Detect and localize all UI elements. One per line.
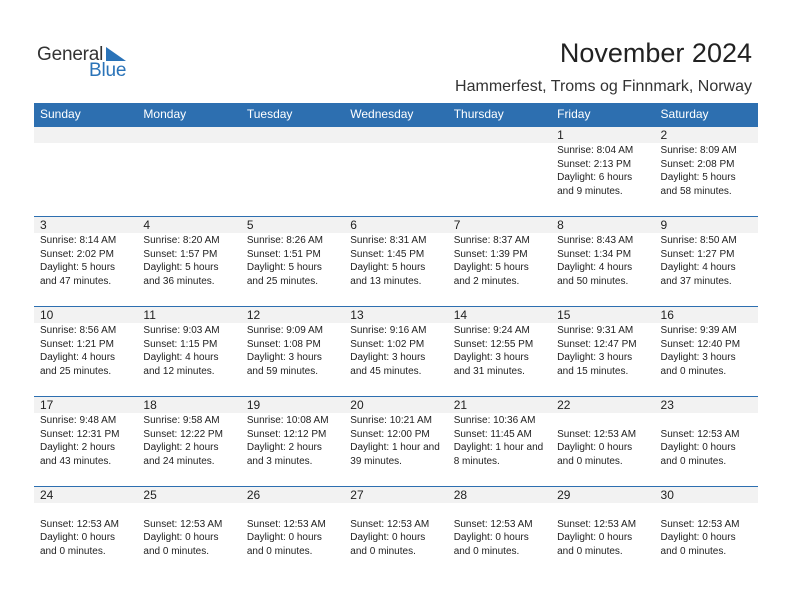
day-info-line: and 0 minutes.	[660, 365, 727, 377]
day-number: 10	[34, 307, 137, 323]
day-info-line: and 0 minutes.	[40, 545, 106, 557]
day-number: 22	[551, 397, 654, 413]
weekday-header-0: Sunday	[40, 107, 81, 121]
day-info-line: Daylight: 3 hours	[557, 352, 633, 363]
day-info-line: 8 minutes.	[453, 455, 500, 467]
day-info-line: Daylight: 5 hours	[246, 262, 322, 273]
day-cell	[344, 307, 447, 396]
day-info-line: Sunset: 1:21 PM	[40, 338, 114, 350]
day-number: 17	[34, 397, 137, 413]
day-info-line: Daylight: 4 hours	[660, 262, 736, 273]
day-info-line: and 13 minutes.	[350, 275, 422, 287]
day-info-line: Sunrise: 8:31 AM	[350, 235, 427, 246]
day-number: 2	[655, 127, 758, 143]
day-info-line: and 25 minutes.	[40, 365, 112, 377]
day-info-line: Daylight: 0 hours	[660, 442, 736, 453]
day-info-line: and 3 minutes.	[246, 455, 313, 467]
day-info-line: Sunrise: 9:48 AM	[40, 415, 117, 426]
day-info-line: Daylight: 0 hours	[660, 532, 736, 543]
day-cell	[551, 397, 654, 486]
day-cell	[551, 307, 654, 396]
day-info-line: Sunset: 12:53 AM	[246, 518, 326, 530]
day-info-line: Daylight: 0 hours	[557, 532, 633, 543]
day-info-line: Sunrise: 8:14 AM	[40, 235, 117, 246]
day-number: 1	[551, 127, 654, 143]
day-cell	[137, 127, 240, 216]
day-number: 15	[551, 307, 654, 323]
day-info-line: Daylight: 0 hours	[557, 442, 633, 453]
day-cell	[137, 397, 240, 486]
day-info-line: Sunset: 12:53 AM	[660, 518, 740, 530]
day-info-line: Sunrise: 9:16 AM	[350, 325, 427, 336]
page-title: November 2024	[559, 38, 752, 68]
day-info-line: Daylight: 3 hours	[350, 352, 426, 363]
day-cell	[448, 127, 551, 216]
day-info-line: Sunset: 12:31 PM	[40, 428, 120, 440]
day-info-line: Daylight: 3 hours	[453, 352, 529, 363]
day-info	[344, 233, 447, 288]
day-info	[344, 323, 447, 378]
day-info-line: and 36 minutes.	[143, 275, 215, 287]
day-cell	[448, 487, 551, 576]
day-info-line: Daylight: 0 hours	[40, 532, 116, 543]
day-number: 25	[137, 487, 240, 503]
weekday-header-2: Tuesday	[246, 107, 293, 121]
day-info-line: Sunrise: 9:31 AM	[557, 325, 634, 336]
day-info-line: Sunrise: 8:56 AM	[40, 325, 117, 336]
day-info-line: and 31 minutes.	[453, 365, 525, 377]
day-info-line: Sunrise: 9:03 AM	[143, 325, 220, 336]
day-info	[344, 503, 447, 558]
day-info-line: and 24 minutes.	[143, 455, 215, 467]
day-info	[241, 143, 344, 144]
day-info-line	[557, 504, 654, 518]
weekday-header-3: Wednesday	[350, 107, 414, 121]
day-info-line: Sunset: 2:13 PM	[557, 158, 632, 170]
weekday-header-6: Saturday	[660, 107, 709, 121]
day-number: 29	[551, 487, 654, 503]
day-number: 16	[655, 307, 758, 323]
day-info	[137, 413, 240, 468]
day-cell	[655, 487, 758, 576]
day-number: 20	[344, 397, 447, 413]
day-info-line: Sunset: 1:45 PM	[350, 248, 425, 260]
day-info	[655, 503, 758, 558]
day-info-line	[143, 504, 240, 518]
day-cell	[344, 217, 447, 306]
day-number: 13	[344, 307, 447, 323]
day-info-line: Sunset: 11:45 AM	[453, 428, 532, 440]
day-info-line: Daylight: 4 hours	[40, 352, 116, 363]
day-info-line: Sunrise: 9:09 AM	[246, 325, 323, 336]
day-info-line: Sunset: 12:53 AM	[557, 518, 637, 530]
day-cell	[448, 217, 551, 306]
logo	[37, 44, 137, 80]
day-info	[655, 143, 758, 198]
day-info-line: Daylight: 5 hours	[660, 172, 736, 183]
day-info	[137, 503, 240, 558]
day-info-line: Daylight: 4 hours	[557, 262, 633, 273]
day-info	[655, 323, 758, 378]
day-info-line: and 0 minutes.	[246, 545, 313, 557]
weekday-header-5: Friday	[557, 107, 591, 121]
day-cell	[344, 127, 447, 216]
day-info-line: Sunset: 12:22 PM	[143, 428, 223, 440]
day-number: 23	[655, 397, 758, 413]
day-info	[34, 503, 137, 558]
day-number: 26	[241, 487, 344, 503]
day-info-line: Sunset: 1:02 PM	[350, 338, 425, 350]
day-info-line: and 37 minutes.	[660, 275, 732, 287]
day-info	[137, 323, 240, 378]
day-info-line: Sunset: 12:55 PM	[453, 338, 534, 350]
day-info-line: Sunrise: 8:26 AM	[246, 235, 323, 246]
location-subtitle: Hammerfest, Troms og Finnmark, Norway	[455, 78, 752, 95]
day-info-line: Sunrise: 10:21 AM	[350, 415, 432, 426]
day-info-line: and 0 minutes.	[557, 455, 623, 467]
day-info-line: Sunset: 1:34 PM	[557, 248, 632, 260]
day-info-line: and 59 minutes.	[246, 365, 319, 377]
day-cell	[34, 127, 137, 216]
day-info-line: and 58 minutes.	[660, 185, 732, 197]
day-number	[344, 127, 447, 143]
day-info	[344, 143, 447, 144]
day-info-line: Sunset: 12:53 AM	[350, 518, 430, 530]
day-info-line: and 43 minutes.	[40, 455, 112, 467]
day-number: 14	[448, 307, 551, 323]
day-number: 27	[344, 487, 447, 503]
day-info-line: Sunrise: 8:43 AM	[557, 235, 634, 246]
day-info	[137, 233, 240, 288]
day-info-line: Daylight: 2 hours	[246, 442, 322, 453]
day-info-line: Sunrise: 8:50 AM	[660, 235, 737, 246]
logo-text-blue: Blue	[89, 60, 127, 81]
day-info-line	[661, 504, 758, 518]
day-info-line: Daylight: 3 hours	[660, 352, 736, 363]
day-info	[34, 323, 137, 378]
day-info-line: Sunset: 12:53 AM	[660, 428, 740, 440]
day-info-line: Sunset: 12:53 AM	[143, 518, 223, 530]
day-info-line: Sunset: 1:15 PM	[143, 338, 218, 350]
day-info	[34, 413, 137, 468]
day-number	[241, 127, 344, 143]
day-cell	[34, 487, 137, 576]
day-info-line: Sunset: 1:39 PM	[453, 248, 528, 260]
week-row	[34, 306, 758, 396]
day-info-line: and 0 minutes.	[660, 545, 727, 557]
day-info-line: Sunrise: 8:37 AM	[453, 235, 530, 246]
day-info	[34, 233, 137, 288]
day-cell	[344, 487, 447, 576]
day-info-line: and 0 minutes.	[143, 545, 210, 557]
day-number: 30	[655, 487, 758, 503]
day-info	[448, 233, 551, 288]
day-cell	[34, 217, 137, 306]
week-row	[34, 126, 758, 216]
day-info-line: Daylight: 4 hours	[143, 352, 219, 363]
day-cell	[137, 307, 240, 396]
day-number: 19	[241, 397, 344, 413]
day-cell	[241, 217, 344, 306]
day-cell	[655, 217, 758, 306]
logo-text-general: General	[37, 44, 104, 65]
day-info-line: Sunrise: 9:58 AM	[143, 415, 220, 426]
day-number: 24	[34, 487, 137, 503]
day-number: 7	[448, 217, 551, 233]
day-info	[448, 503, 551, 558]
logo-triangle-icon	[106, 47, 126, 61]
day-info-line: Sunset: 12:53 AM	[40, 518, 119, 530]
day-info-line: Sunrise: 10:36 AM	[453, 415, 536, 426]
day-cell	[137, 217, 240, 306]
day-info-line: and 0 minutes.	[453, 545, 520, 557]
day-cell	[241, 397, 344, 486]
day-info	[551, 233, 654, 288]
day-number: 11	[137, 307, 240, 323]
day-info-line: Sunset: 2:02 PM	[40, 248, 114, 260]
day-number: 18	[137, 397, 240, 413]
day-info-line	[40, 504, 137, 518]
day-cell	[137, 487, 240, 576]
day-cell	[655, 127, 758, 216]
day-info	[655, 233, 758, 288]
day-cell	[241, 307, 344, 396]
day-info-line	[247, 504, 344, 518]
day-info-line: Daylight: 5 hours	[350, 262, 426, 273]
day-info	[655, 413, 758, 468]
day-info	[448, 143, 551, 144]
day-info-line: Daylight: 5 hours	[143, 262, 219, 273]
day-info-line: and 50 minutes.	[557, 275, 629, 287]
day-number: 3	[34, 217, 137, 233]
day-number: 6	[344, 217, 447, 233]
day-info-line: Daylight: 0 hours	[143, 532, 219, 543]
day-info	[241, 323, 344, 378]
day-cell	[448, 307, 551, 396]
weekday-header-4: Thursday	[453, 107, 504, 121]
day-info	[137, 143, 240, 144]
day-number	[448, 127, 551, 143]
day-info	[551, 143, 654, 198]
day-info-line: Daylight: 0 hours	[246, 532, 322, 543]
week-row	[34, 486, 758, 576]
day-info-line	[454, 504, 551, 518]
day-info-line: Daylight: 5 hours	[40, 262, 116, 273]
day-info-line: Sunset: 2:08 PM	[660, 158, 735, 170]
weekday-header-1: Monday	[143, 107, 187, 121]
day-info-line: Sunset: 1:08 PM	[246, 338, 321, 350]
day-cell	[344, 397, 447, 486]
day-info-line: Daylight: 1 hour and	[453, 442, 544, 453]
day-info-line: Sunset: 12:53 AM	[453, 518, 533, 530]
day-number: 5	[241, 217, 344, 233]
day-cell	[551, 487, 654, 576]
day-info-line: and 0 minutes.	[557, 545, 623, 557]
day-info-line: and 47 minutes.	[40, 275, 112, 287]
day-info	[34, 143, 137, 144]
day-info-line: Sunrise: 8:20 AM	[143, 235, 220, 246]
day-info-line: and 15 minutes.	[557, 365, 629, 377]
day-info-line: Sunrise: 8:09 AM	[660, 145, 737, 156]
day-number: 4	[137, 217, 240, 233]
day-info-line: and 25 minutes.	[246, 275, 319, 287]
day-cell	[448, 397, 551, 486]
day-cell	[551, 217, 654, 306]
day-number: 8	[551, 217, 654, 233]
day-info	[551, 503, 654, 558]
day-info-line: Sunset: 12:47 PM	[557, 338, 637, 350]
day-info	[448, 413, 551, 468]
day-info	[551, 323, 654, 378]
day-info	[448, 323, 551, 378]
day-info-line: Sunset: 12:53 AM	[557, 428, 637, 440]
day-number: 12	[241, 307, 344, 323]
day-info	[241, 233, 344, 288]
day-cell	[655, 307, 758, 396]
day-info	[241, 413, 344, 468]
day-info-line: Daylight: 0 hours	[350, 532, 426, 543]
day-cell	[551, 127, 654, 216]
day-info-line: Sunset: 12:40 PM	[660, 338, 741, 350]
day-number: 9	[655, 217, 758, 233]
day-info-line	[557, 414, 654, 428]
day-info-line: and 45 minutes.	[350, 365, 422, 377]
day-info-line: and 9 minutes.	[557, 185, 623, 197]
day-number: 21	[448, 397, 551, 413]
day-number	[34, 127, 137, 143]
weekday-header-row	[34, 103, 758, 126]
day-info-line: Daylight: 3 hours	[246, 352, 322, 363]
day-info-line: Sunset: 1:27 PM	[660, 248, 735, 260]
day-info-line: Sunset: 12:12 PM	[246, 428, 327, 440]
day-info-line: Daylight: 2 hours	[40, 442, 116, 453]
day-info-line	[661, 414, 758, 428]
day-info-line: and 2 minutes.	[453, 275, 520, 287]
day-info-line: Daylight: 5 hours	[453, 262, 529, 273]
day-info-line: and 12 minutes.	[143, 365, 215, 377]
day-info-line: Daylight: 0 hours	[453, 532, 529, 543]
day-info-line: Sunrise: 10:08 AM	[246, 415, 329, 426]
day-info	[241, 503, 344, 558]
day-info	[344, 413, 447, 468]
day-info-line: and 0 minutes.	[660, 455, 727, 467]
day-cell	[241, 487, 344, 576]
day-info-line: Daylight: 2 hours	[143, 442, 219, 453]
day-info-line: Sunrise: 8:04 AM	[557, 145, 634, 156]
day-info-line: Sunrise: 9:24 AM	[453, 325, 530, 336]
day-cell	[34, 307, 137, 396]
day-number	[137, 127, 240, 143]
day-info-line: Daylight: 6 hours	[557, 172, 633, 183]
day-info-line: and 0 minutes.	[350, 545, 416, 557]
day-cell	[241, 127, 344, 216]
day-info-line	[350, 504, 447, 518]
day-info-line: Sunset: 1:51 PM	[246, 248, 321, 260]
day-info-line: Sunset: 1:57 PM	[143, 248, 218, 260]
week-row	[34, 216, 758, 306]
day-info-line: 39 minutes.	[350, 455, 402, 467]
day-info-line: Sunrise: 9:39 AM	[660, 325, 737, 336]
day-cell	[34, 397, 137, 486]
day-number: 28	[448, 487, 551, 503]
day-info-line: Sunset: 12:00 PM	[350, 428, 430, 440]
day-cell	[655, 397, 758, 486]
day-info	[551, 413, 654, 468]
day-info-line: Daylight: 1 hour and	[350, 442, 440, 453]
week-row	[34, 396, 758, 486]
